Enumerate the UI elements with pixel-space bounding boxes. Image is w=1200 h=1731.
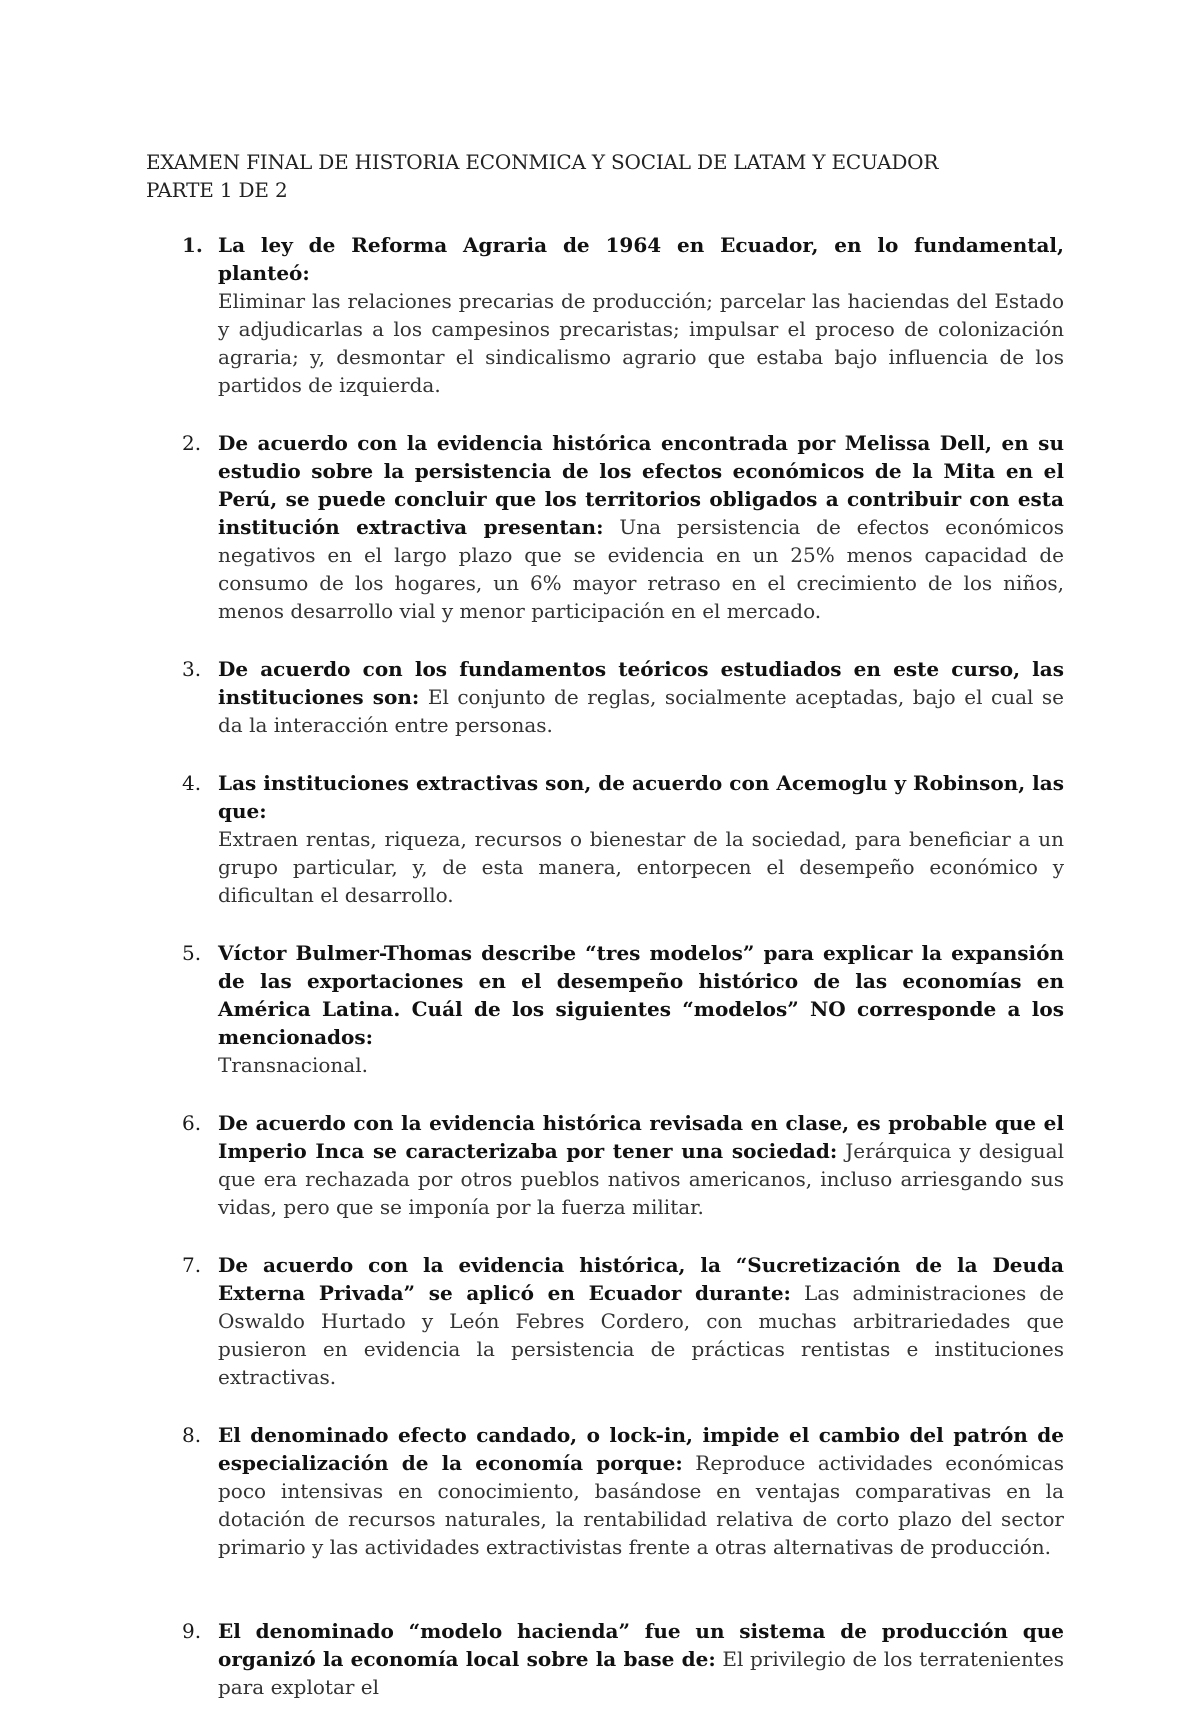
answer-text: Una persistencia de efectos económicos negativos en el largo plazo que se evidencia en un 25% menos capacidad de consumo de los hogares, un 6% mayor retraso en el crecimiento de los niños, menos desarrollo vial y menor participación en el mercado. <box>218 515 1064 623</box>
exam-header <box>146 148 1066 204</box>
answer-text: Eliminar las relaciones precarias de producción; parcelar las haciendas del Estado y adjudicarlas a los campesinos precaristas; impulsar el proceso de colonización agraria; y, desmontar el sindicalismo agrario que estaba bajo influencia de los partidos de izquierda. <box>218 289 1064 397</box>
question-text: Víctor Bulmer-Thomas describe “tres modelos” para explicar la expansión de las exportaciones en el desempeño histórico de las economías en América Latina. Cuál de los siguientes “modelos” NO corresponde a los mencionados: <box>218 941 1064 1049</box>
question-number: 8. <box>182 1423 202 1447</box>
question-item-7 <box>146 1251 1064 1391</box>
exam-part: PARTE 1 DE 2 <box>146 178 288 202</box>
answer-text: Extraen rentas, riqueza, recursos o bienestar de la sociedad, para beneficiar a un grupo particular, y, de esta manera, entorpecen el desempeño económico y dificultan el desarrollo. <box>218 827 1064 907</box>
question-text: El denominado “modelo hacienda” fue un sistema de producción que organizó la economía local sobre la base de: <box>218 1619 1064 1671</box>
answer-text: Transnacional. <box>218 1053 368 1077</box>
question-text: De acuerdo con los fundamentos teóricos estudiados en este curso, las instituciones son: <box>218 657 1064 709</box>
question-list <box>146 231 1064 1731</box>
answer-text: Las administraciones de Oswaldo Hurtado y León Febres Cordero, con muchas arbitrariedades que pusieron en evidencia la persistencia de prácticas rentistas e instituciones extractivas. <box>218 1281 1065 1389</box>
question-text: El denominado efecto candado, o lock-in, impide el cambio del patrón de especialización de la economía porque: <box>218 1423 1064 1475</box>
question-text: De acuerdo con la evidencia histórica encontrada por Melissa Dell, en su estudio sobre la persistencia de los efectos económicos de la Mita en el Perú, se puede concluir que los territorios obligados a contribuir con esta institución extractiva presentan: <box>218 431 1064 539</box>
question-text: De acuerdo con la evidencia histórica, la “Sucretización de la Deuda Externa Privada” se aplicó en Ecuador durante: <box>218 1253 1064 1305</box>
question-item-9 <box>146 1617 1064 1701</box>
question-text: De acuerdo con la evidencia histórica revisada en clase, es probable que el Imperio Inca se caracterizaba por tener una sociedad: <box>218 1111 1064 1163</box>
question-item-4 <box>146 769 1064 909</box>
question-number: 1. <box>182 233 203 257</box>
question-item-8 <box>146 1421 1064 1561</box>
answer-text: Reproduce actividades económicas poco intensivas en conocimiento, basándose en ventajas comparativas en la dotación de recursos naturales, la rentabilidad relativa de corto plazo del sector primario y las actividades extractivistas frente a otras alternativas de producción. <box>218 1451 1064 1559</box>
question-item-3 <box>146 655 1064 739</box>
exam-title: EXAMEN FINAL DE HISTORIA ECONMICA Y SOCIAL DE LATAM Y ECUADOR <box>146 150 939 174</box>
question-number: 4. <box>182 771 202 795</box>
question-item-6 <box>146 1109 1064 1221</box>
question-number: 7. <box>182 1253 202 1277</box>
question-number: 2. <box>182 431 202 455</box>
answer-text: El conjunto de reglas, socialmente aceptadas, bajo el cual se da la interacción entre personas. <box>218 685 1065 737</box>
question-text: La ley de Reforma Agraria de 1964 en Ecuador, en lo fundamental, planteó: <box>218 233 1064 285</box>
question-number: 3. <box>182 657 202 681</box>
question-text: Las instituciones extractivas son, de acuerdo con Acemoglu y Robinson, las que: <box>218 771 1064 823</box>
question-item-1 <box>146 231 1064 399</box>
question-number: 6. <box>182 1111 202 1135</box>
question-number: 9. <box>182 1619 202 1643</box>
answer-text: El privilegio de los terratenientes para explotar el <box>218 1647 1065 1699</box>
answer-text: Jerárquica y desigual que era rechazada por otros pueblos nativos americanos, incluso arriesgando sus vidas, pero que se imponía por la fuerza militar. <box>218 1139 1065 1219</box>
question-number: 5. <box>182 941 202 965</box>
question-item-5 <box>146 939 1064 1079</box>
question-item-2 <box>146 429 1064 625</box>
